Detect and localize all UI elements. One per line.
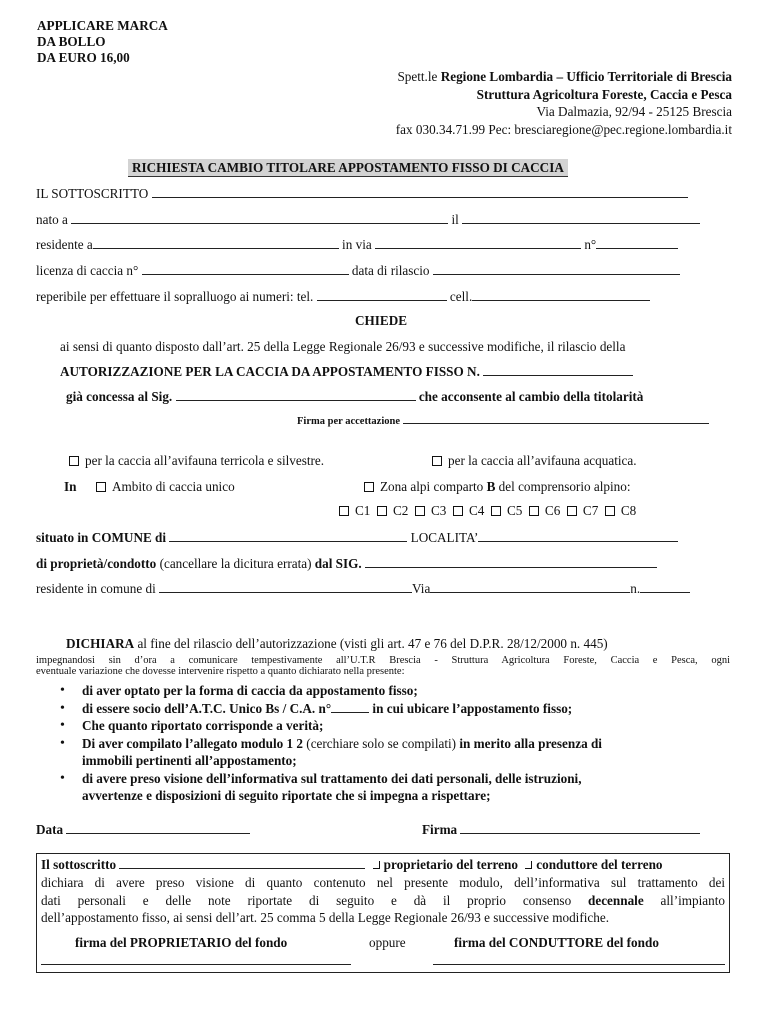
- page-title-text: RICHIESTA CAMBIO TITOLARE APPOSTAMENTO FISSO DI CACCIA: [128, 159, 568, 177]
- list-item: [60, 735, 750, 770]
- stamp-line-1: APPLICARE MARCA: [37, 18, 168, 33]
- atc-numero-field[interactable]: [331, 700, 369, 713]
- consent-box: [36, 853, 730, 973]
- opt-ambito-label: Ambito di caccia unico: [112, 479, 235, 494]
- residente-comune-field[interactable]: [159, 580, 412, 593]
- address-prefix: Spett.le: [397, 69, 441, 84]
- address-recipient: Regione Lombardia – Ufficio Territoriale di Brescia: [440, 69, 732, 84]
- checkbox-icon[interactable]: [415, 506, 425, 516]
- residenza-field[interactable]: [93, 236, 339, 249]
- dichiara-note: [36, 655, 730, 677]
- opt-acquatica[interactable]: [432, 453, 637, 469]
- sottoscritto-row: [36, 185, 688, 202]
- data-nascita-field[interactable]: [462, 211, 700, 224]
- consent-line-2-a: dati personali e delle note riportate di seguito e dà il proprio consenso: [41, 892, 588, 908]
- comparto-c8[interactable]: [605, 503, 636, 518]
- stamp-line-2: DA BOLLO: [37, 34, 106, 49]
- residente-label: residente a: [36, 237, 93, 252]
- checkbox-icon[interactable]: [432, 456, 442, 466]
- comparto-c7[interactable]: [567, 503, 598, 518]
- checkbox-icon[interactable]: [529, 506, 539, 516]
- localita-field[interactable]: [478, 529, 678, 542]
- opt-zona-label-a: Zona alpi comparto: [380, 479, 487, 494]
- proprietario-label: proprietario del terreno: [383, 857, 518, 872]
- residenza-row: [36, 236, 678, 253]
- via-field[interactable]: [375, 236, 581, 249]
- via2-label: Via: [412, 581, 431, 596]
- page-title: [128, 160, 568, 176]
- stamp-note: [37, 18, 168, 66]
- reperibile-row: [36, 288, 650, 305]
- bullet-text: avvertenze e disposizioni di seguito riportate che si impegna a rispettare;: [82, 788, 491, 803]
- residente-comune-label: residente in comune di: [36, 581, 156, 596]
- checkbox-icon[interactable]: [339, 506, 349, 516]
- dichiara-note-line-2: eventuale variazione che dovesse intervenire rispetto a quanto dichiarato nella presente:: [36, 666, 405, 677]
- licenza-label: licenza di caccia n°: [36, 263, 139, 278]
- address-struttura: Struttura Agricoltura Foreste, Caccia e Pesca: [476, 86, 732, 102]
- autorizzazione-label: AUTORIZZAZIONE PER LA CACCIA DA APPOSTAMENTO FISSO N.: [60, 364, 480, 379]
- dichiara-list: [60, 682, 750, 805]
- comparto-label: C3: [430, 503, 447, 518]
- dichiara-text: al fine del rilascio dell’autorizzazione (visti gli art. 47 e 76 del D.P.R. 28/12/2000 n. 445): [134, 636, 608, 651]
- bullet-text: di essere socio dell’A.T.C. Unico Bs / C.A. n°: [82, 700, 332, 716]
- list-item: [60, 682, 750, 700]
- list-item: [60, 717, 750, 735]
- acconsente-label: che acconsente al cambio della titolarità: [418, 389, 644, 404]
- consent-line-2-c: all’impianto: [643, 892, 725, 908]
- comparto-label: C6: [544, 503, 561, 518]
- in-label: In: [64, 479, 77, 494]
- tel-field[interactable]: [317, 288, 447, 301]
- numero-appostamento-field[interactable]: [483, 363, 633, 376]
- firma-accettazione-field[interactable]: [403, 414, 709, 424]
- nato-label: nato a: [36, 212, 68, 227]
- opt-zona-alpi[interactable]: [364, 479, 631, 495]
- dichiara-note-line-1: impegnandosi sin d’ora a comunicare tempestivamente all’U.T.R Brescia - Struttura Agricoltura Foreste, Caccia e Pesca, ogni: [36, 655, 730, 666]
- autorizzazione-row: [60, 363, 633, 380]
- list-item: [60, 700, 750, 718]
- cancellare-note: (cancellare la dicitura errata): [156, 556, 315, 571]
- checkbox-icon[interactable]: [69, 456, 79, 466]
- proprieta-label: di proprietà/condotto: [36, 556, 157, 571]
- via2-field[interactable]: [430, 580, 630, 593]
- firma-conduttore-label: firma del CONDUTTORE del fondo: [454, 935, 659, 950]
- bullet-text: Che quanto riportato corrisponde a verità;: [82, 718, 324, 733]
- opt-terricola[interactable]: [69, 453, 324, 469]
- consent-line-3: dell’appostamento fisso, ai sensi dell’art. 25 comma 5 della Legge Regionale 26/93 e successive modifiche.: [41, 910, 609, 925]
- comparto-c5[interactable]: [491, 503, 522, 518]
- comparti-row: [339, 503, 636, 519]
- checkbox-icon[interactable]: [364, 482, 374, 492]
- opt-ambito[interactable]: [96, 479, 235, 495]
- conduttore-label: conduttore del terreno: [536, 857, 663, 872]
- recipient-address: [396, 68, 732, 138]
- checkbox-icon[interactable]: [377, 506, 387, 516]
- firma-proprietario-field[interactable]: [41, 952, 351, 965]
- numero-civico-field[interactable]: [596, 236, 678, 249]
- nascita-row: [36, 211, 700, 228]
- checkbox-icon[interactable]: [567, 506, 577, 516]
- firma-field[interactable]: [460, 821, 700, 834]
- data-label: Data: [36, 822, 64, 837]
- bullet-note: (cerchiare solo se compilati): [303, 735, 460, 751]
- dichiara-label: DICHIARA: [66, 636, 135, 651]
- consent-line-2-b: decennale: [588, 892, 644, 908]
- firma-accettazione-label: Firma per accettazione: [297, 416, 401, 427]
- comparto-label: C8: [620, 503, 637, 518]
- firma-conduttore-field[interactable]: [433, 952, 725, 965]
- numero-label: n°: [584, 237, 597, 252]
- checkbox-icon[interactable]: [96, 482, 106, 492]
- comparto-c2[interactable]: [377, 503, 408, 518]
- list-item: [60, 770, 750, 805]
- cell-label: cell.: [449, 289, 473, 304]
- data-rilascio-label: data di rilascio: [351, 263, 430, 278]
- opt-zona-label-b: B: [486, 479, 496, 494]
- checkbox-icon[interactable]: [525, 861, 532, 869]
- comparto-label: C1: [355, 503, 371, 518]
- bullet-text: immobili pertinenti all’appostamento;: [82, 753, 297, 768]
- residenza-comune-row: [36, 580, 690, 597]
- stamp-line-3: DA EURO 16,00: [37, 50, 130, 65]
- opt-terricola-label: per la caccia all’avifauna terricola e silvestre.: [85, 453, 325, 468]
- comparto-label: C4: [468, 503, 485, 518]
- firma-accettazione-row: [297, 414, 709, 427]
- sensi-text: ai sensi di quanto disposto dall’art. 25 della Legge Regionale 26/93 e successive modifiche, il rilascio della: [60, 339, 626, 354]
- luogo-nascita-field[interactable]: [71, 211, 448, 224]
- il-label: il: [451, 212, 459, 227]
- situato-label: situato in COMUNE di: [36, 530, 167, 545]
- bullet-text: Di aver compilato l’allegato modulo 1 2: [82, 735, 303, 751]
- concessa-row: [66, 388, 643, 405]
- data-rilascio-field[interactable]: [433, 262, 680, 275]
- sig-proprietario-field[interactable]: [365, 555, 657, 568]
- address-contacts: fax 030.34.71.99 Pec: bresciaregione@pec.regione.lombardia.it: [395, 121, 732, 137]
- bullet-text: di avere preso visione dell’informativa sul trattamento dei dati personali, delle istruzioni,: [82, 770, 582, 786]
- checkbox-icon[interactable]: [373, 861, 380, 869]
- comune-row: [36, 529, 678, 546]
- comparto-label: C2: [392, 503, 409, 518]
- licenza-field[interactable]: [142, 262, 349, 275]
- firma-label: Firma: [422, 822, 458, 837]
- consent-line-2: [41, 892, 725, 910]
- firma-row: [422, 821, 700, 838]
- opt-zona-label-c: del comprensorio alpino:: [495, 479, 631, 494]
- address-via: Via Dalmazia, 92/94 - 25125 Brescia: [536, 104, 732, 119]
- firma-proprietario-label: firma del PROPRIETARIO del fondo: [75, 935, 288, 950]
- licenza-row: [36, 262, 680, 279]
- checkbox-icon[interactable]: [453, 506, 463, 516]
- consent-sottoscritto-row: [41, 856, 663, 873]
- oppure-label: oppure: [369, 935, 406, 950]
- comparto-label: C5: [506, 503, 523, 518]
- proprieta-row: [36, 555, 657, 572]
- comparto-c4[interactable]: [453, 503, 484, 518]
- comparto-label: C7: [582, 503, 599, 518]
- checkbox-icon[interactable]: [605, 506, 615, 516]
- concessa-label: già concessa al Sig.: [66, 389, 173, 404]
- checkbox-icon[interactable]: [491, 506, 501, 516]
- data-field[interactable]: [66, 821, 250, 834]
- bullet-text: di aver optato per la forma di caccia da appostamento fisso;: [82, 683, 418, 698]
- n2-label: n.: [630, 581, 641, 596]
- reperibile-label: reperibile per effettuare il sopralluogo ai numeri: tel.: [36, 289, 314, 304]
- consent-text: [41, 874, 725, 927]
- consent-line-1: dichiara di avere preso visione di quanto contenuto nel presente modulo, dell’informativa sul trattamento dei: [41, 875, 725, 890]
- data-row: [36, 821, 250, 838]
- cell-field[interactable]: [472, 288, 650, 301]
- localita-label: LOCALITA’: [410, 530, 479, 545]
- bullet-text: in cui ubicare l’appostamento fisso;: [369, 700, 573, 716]
- comparto-c6[interactable]: [529, 503, 560, 518]
- dal-sig-label: dal SIG.: [314, 556, 362, 571]
- sottoscritto-label: IL SOTTOSCRITTO: [36, 186, 149, 201]
- in-via-label: in via: [342, 237, 372, 252]
- comune-field[interactable]: [169, 529, 407, 542]
- chiede-heading: CHIEDE: [355, 313, 408, 328]
- comparto-c1[interactable]: [339, 503, 370, 518]
- bullet-text: in merito alla presenza di: [459, 735, 602, 751]
- sottoscritto-field[interactable]: [152, 185, 688, 198]
- dichiara-heading: [66, 636, 608, 652]
- consent-sottoscritto-field[interactable]: [119, 856, 365, 869]
- opt-acquatica-label: per la caccia all’avifauna acquatica.: [448, 453, 637, 468]
- consent-sottoscritto-label: Il sottoscritto: [41, 857, 117, 872]
- sig-attuale-field[interactable]: [176, 388, 416, 401]
- comparto-c3[interactable]: [415, 503, 446, 518]
- n2-field[interactable]: [640, 580, 690, 593]
